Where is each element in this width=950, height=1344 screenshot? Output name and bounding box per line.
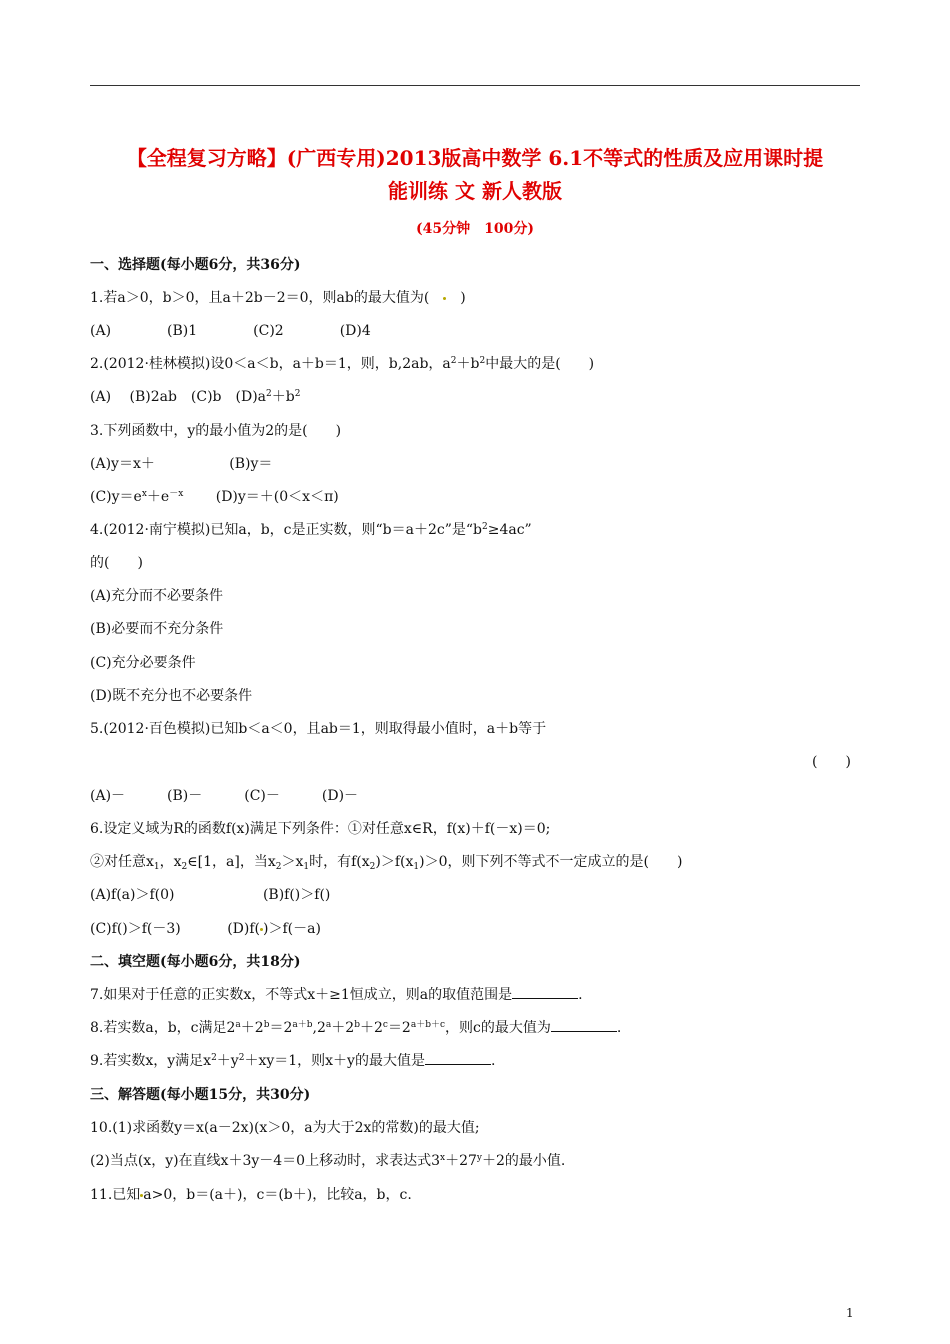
page-title xyxy=(90,142,860,208)
mark-dot xyxy=(443,297,446,300)
question-1-stem: 1.若a＞0，b＞0，且a＋2b－2＝0，则ab的最大值为( ) xyxy=(90,290,466,306)
answer-blank xyxy=(425,1052,491,1065)
question-1-options: (A) (B)1 (C)2 (D)4 xyxy=(90,323,371,339)
question-3-options-ab: (A)y＝x＋ (B)y＝ xyxy=(90,456,273,472)
question-2-options: (A) (B)2ab (C)b $(D)a^2+b^2$ xyxy=(90,389,301,405)
question-3-options-cd: $(C)y=e^x+e^{-x}$ (D)y＝＋(0＜x＜π) xyxy=(90,489,339,505)
question-8: 8.若实数a，b，c满足$2^a+2^b=2^{a+b},2^a+2^b+2^c=2^{a+b+c}$，则c的最大值为 . xyxy=(90,1020,622,1036)
title-line-2: 能训练 文 新人教版 xyxy=(388,179,562,203)
question-4-stem: 4.(2012·南宁模拟)已知a，b，c是正实数，则“b＝a＋2c”是“$b^2\ge 4ac$” xyxy=(90,522,532,538)
question-5-options: (A)－ (B)－ (C)－ (D)－ xyxy=(90,788,359,804)
question-9: 9.若实数x，y满足$x^2+y^2+xy=1$，则x＋y的最大值是 . xyxy=(90,1053,496,1069)
question-6-options-ab: (A)f(a)＞f(0) (B)f()＞f() xyxy=(90,887,331,903)
answer-blank xyxy=(512,986,578,999)
page-subtitle: (45分钟 100分) xyxy=(416,221,534,237)
question-2-stem: 2.(2012·桂林模拟)设0＜a＜b，a＋b＝1，则，b,2ab，$a^2+b^2$中最大的是( ) xyxy=(90,356,595,372)
answer-blank xyxy=(551,1019,617,1032)
question-4-option-d: (D)既不充分也不必要条件 xyxy=(90,688,253,704)
question-10-part-2: (2)当点(x，y)在直线x＋3y－4＝0上移动时，求表达式$3^x+27^y+2$的最小值. xyxy=(90,1153,566,1169)
section-heading-solve: 三、解答题(每小题15分，共30分) xyxy=(90,1087,311,1103)
question-6-stem-1: 6.设定义域为R的函数f(x)满足下列条件：①对任意x∈R，f(x)＋f(－x)＝0; xyxy=(90,821,551,837)
question-4-option-a: (A)充分而不必要条件 xyxy=(90,588,224,604)
question-4-option-b: (B)必要而不充分条件 xyxy=(90,621,224,637)
question-11: 11.已知 a>0，b＝(a＋)，c＝(b＋)，比较a，b，c. xyxy=(90,1187,412,1203)
question-3-stem: 3.下列函数中，y的最小值为2的是( ) xyxy=(90,423,342,439)
question-10-part-1: 10.(1)求函数y＝x(a－2x)(x＞0，a为大于2x的常数)的最大值; xyxy=(90,1120,480,1136)
question-6-options-cd: (C)f()＞f(－3) (D)f( )＞f(－a) xyxy=(90,921,321,937)
question-5-stem: 5.(2012·百色模拟)已知b＜a＜0，且ab＝1，则取得最小值时，a＋b等于 xyxy=(90,721,547,737)
section-heading-fill: 二、填空题(每小题6分，共18分) xyxy=(90,954,301,970)
question-5-paren: ( ) xyxy=(812,754,851,770)
section-heading-choice: 一、选择题(每小题6分，共36分) xyxy=(90,257,301,273)
header-rule xyxy=(90,85,860,86)
question-6-stem-2: ②对任意$x_1$，$x_2\in[1$，a]，当$x_2>x_1$时，有$f(x_2)>f(x_1)>0$，则下列不等式不一定成立的是( ) xyxy=(90,854,683,872)
question-7: 7.如果对于任意的正实数x，不等式x＋≥1恒成立，则a的取值范围是 . xyxy=(90,987,583,1003)
question-4-option-c: (C)充分必要条件 xyxy=(90,655,196,671)
title-line-1: 【全程复习方略】(广西专用)2013版高中数学 6.1不等式的性质及应用课时提 xyxy=(126,146,824,170)
question-4-stem-cont: 的( ) xyxy=(90,555,143,571)
page-number: 1 xyxy=(846,1306,854,1320)
